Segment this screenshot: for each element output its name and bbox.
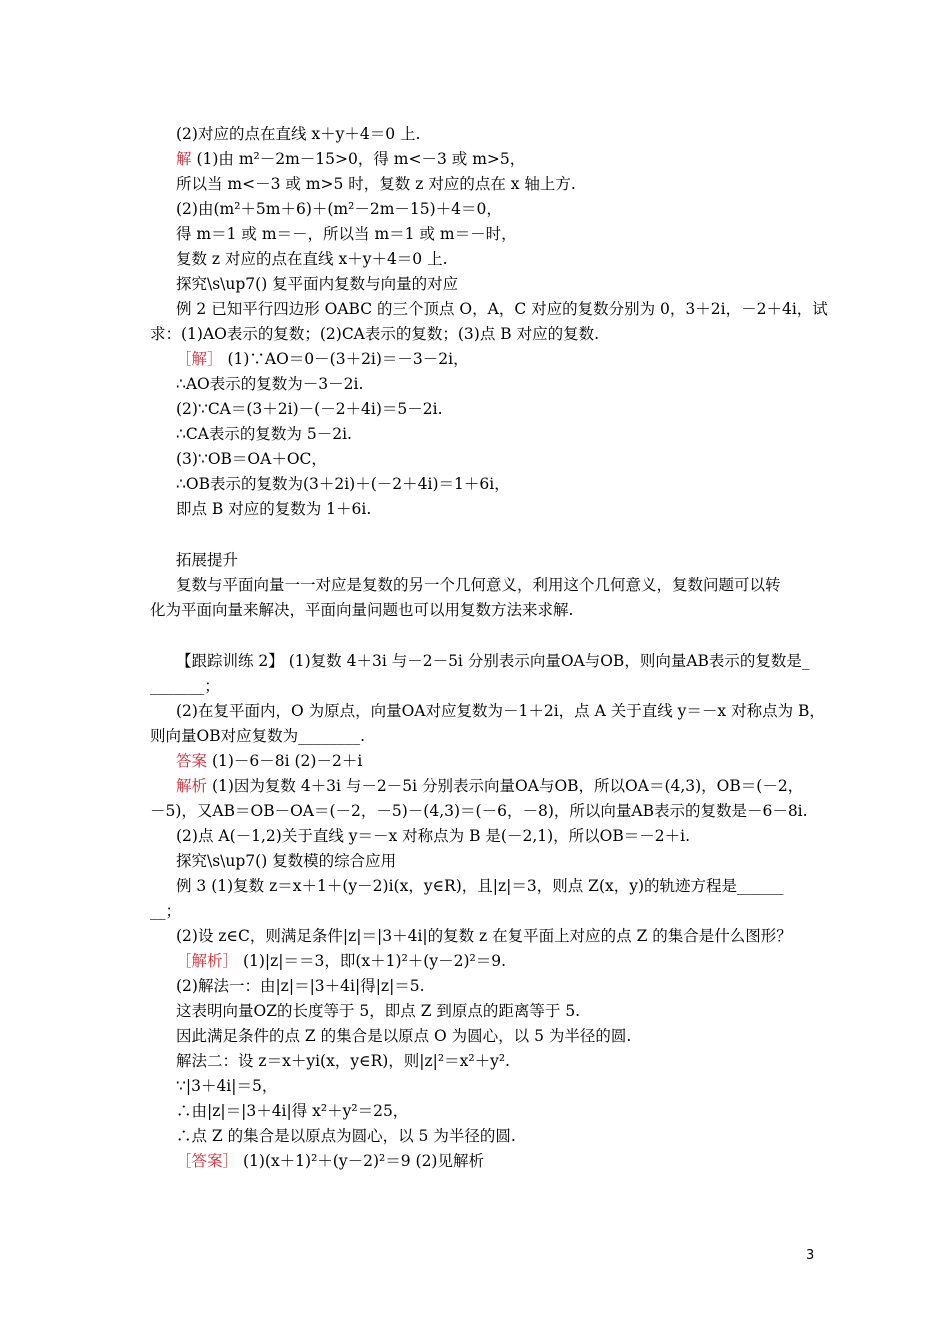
page-number: 3 [806, 1248, 815, 1263]
solution-tag: 解 [176, 150, 192, 168]
text-line: 即点 B 对应的复数为 1＋6i. [176, 500, 372, 518]
text-line: (2)对应的点在直线 x＋y＋4＝0 上. [176, 125, 421, 143]
text-line: 解 (1)由 m²－2m－15>0，得 m<－3 或 m>5， [176, 150, 526, 168]
text-line: 例 3 (1)复数 z＝x＋1＋(y－2)i(x，y∈R)，且|z|＝3，则点 Z(x，y)的轨迹方程是______ [176, 877, 784, 895]
analysis-tag: ［解析］ [176, 952, 239, 970]
text-line: 所以当 m<－3 或 m>5 时，复数 z 对应的点在 x 轴上方. [176, 175, 576, 193]
text-line: 【跟踪训练 2】 (1)复数 4＋3i 与－2－5i 分别表示向量OA与OB，则向量AB表示的复数是_ [176, 652, 810, 670]
section-heading: 拓展提升 [176, 551, 239, 569]
section-heading: 探究\s\up7() 复平面内复数与向量的对应 [176, 275, 459, 293]
text-line: ∴AO表示的复数为－3－2i. [176, 375, 364, 393]
text-line: (2)∵CA＝(3＋2i)－(－2＋4i)＝5－2i. [176, 400, 443, 418]
text-line: (3)∵OB＝OA＋OC， [176, 450, 327, 468]
text-line: ∴CA表示的复数为 5－2i. [176, 425, 352, 443]
text-line: 这表明向量OZ的长度等于 5，即点 Z 到原点的距离等于 5. [176, 1002, 581, 1020]
text-line: －5)，又AB＝OB－OA＝(－2，－5)－(4,3)＝(－6，－8)，所以向量AB表示的复数是－6－8i. [150, 802, 808, 820]
text-line: 答案 (1)－6－8i (2)－2＋i [176, 752, 363, 770]
text-line: 解析 (1)因为复数 4＋3i 与－2－5i 分别表示向量OA与OB，所以OA＝(4,3)，OB＝(－2， [176, 777, 804, 795]
text-line: 解法二：设 z＝x＋yi(x，y∈R)，则|z|²＝x²＋y². [176, 1052, 510, 1070]
analysis-tag: 解析 [176, 777, 208, 795]
text-line: 化为平面向量来解决，平面向量问题也可以用复数方法来求解. [150, 601, 574, 619]
text-line: 得 m＝1 或 m＝－，所以当 m＝1 或 m＝－时， [176, 225, 517, 243]
text-line: 因此满足条件的点 Z 的集合是以原点 O 为圆心，以 5 为半径的圆. [176, 1027, 632, 1045]
text-line: ［答案］ (1)(x＋1)²＋(y－2)²＝9 (2)见解析 [176, 1152, 484, 1170]
text-line: ∴由|z|＝|3＋4i|得 x²＋y²＝25， [176, 1102, 409, 1120]
text-line: __； [150, 902, 182, 920]
solution-tag: ［解］ [176, 350, 223, 368]
text-line: _______； [150, 677, 220, 695]
text-line: (2)由(m²＋5m＋6)＋(m²－2m－15)＋4＝0， [176, 200, 502, 218]
text-line: 复数 z 对应的点在直线 x＋y＋4＝0 上. [176, 250, 448, 268]
text-line: ∵|3＋4i|＝5， [176, 1077, 278, 1095]
text-line: 例 2 已知平行四边形 OABC 的三个顶点 O，A，C 对应的复数分别为 0，3＋2i，－2＋4i，试 [176, 300, 828, 318]
text-line: 复数与平面向量一一对应是复数的另一个几何意义，利用这个几何意义，复数问题可以转 [176, 576, 781, 594]
answer-tag: ［答案］ [176, 1152, 239, 1170]
text-line: ［解］ (1)∵AO＝0－(3＋2i)＝－3－2i， [176, 350, 469, 368]
text-line: ［解析］ (1)|z|＝＝3，即(x＋1)²＋(y－2)²＝9. [176, 952, 506, 970]
text-line: ∴点 Z 的集合是以原点为圆心，以 5 为半径的圆. [176, 1127, 516, 1145]
section-heading: 探究\s\up7() 复数模的综合应用 [176, 852, 397, 870]
text-line: (2)解法一：由|z|＝|3＋4i|得|z|＝5. [176, 977, 425, 995]
text-line: ∴OB表示的复数为(3＋2i)＋(－2＋4i)＝1＋6i， [176, 475, 510, 493]
text-line: (2)在复平面内，O 为原点，向量OA对应复数为－1＋2i，点 A 关于直线 y＝－x 对称点为 B， [176, 702, 825, 720]
text-line: (2)点 A(－1,2)关于直线 y＝－x 对称点为 B 是(－2,1)，所以OB＝－2＋i. [176, 827, 691, 845]
answer-tag: 答案 [176, 752, 208, 770]
text-line: 求：(1)AO表示的复数；(2)CA表示的复数；(3)点 B 对应的复数. [150, 325, 599, 343]
text-line: (2)设 z∈C，则满足条件|z|＝|3＋4i|的复数 z 在复平面上对应的点 Z 的集合是什么图形？ [176, 927, 792, 945]
text-line: 则向量OB对应复数为________. [150, 727, 366, 745]
